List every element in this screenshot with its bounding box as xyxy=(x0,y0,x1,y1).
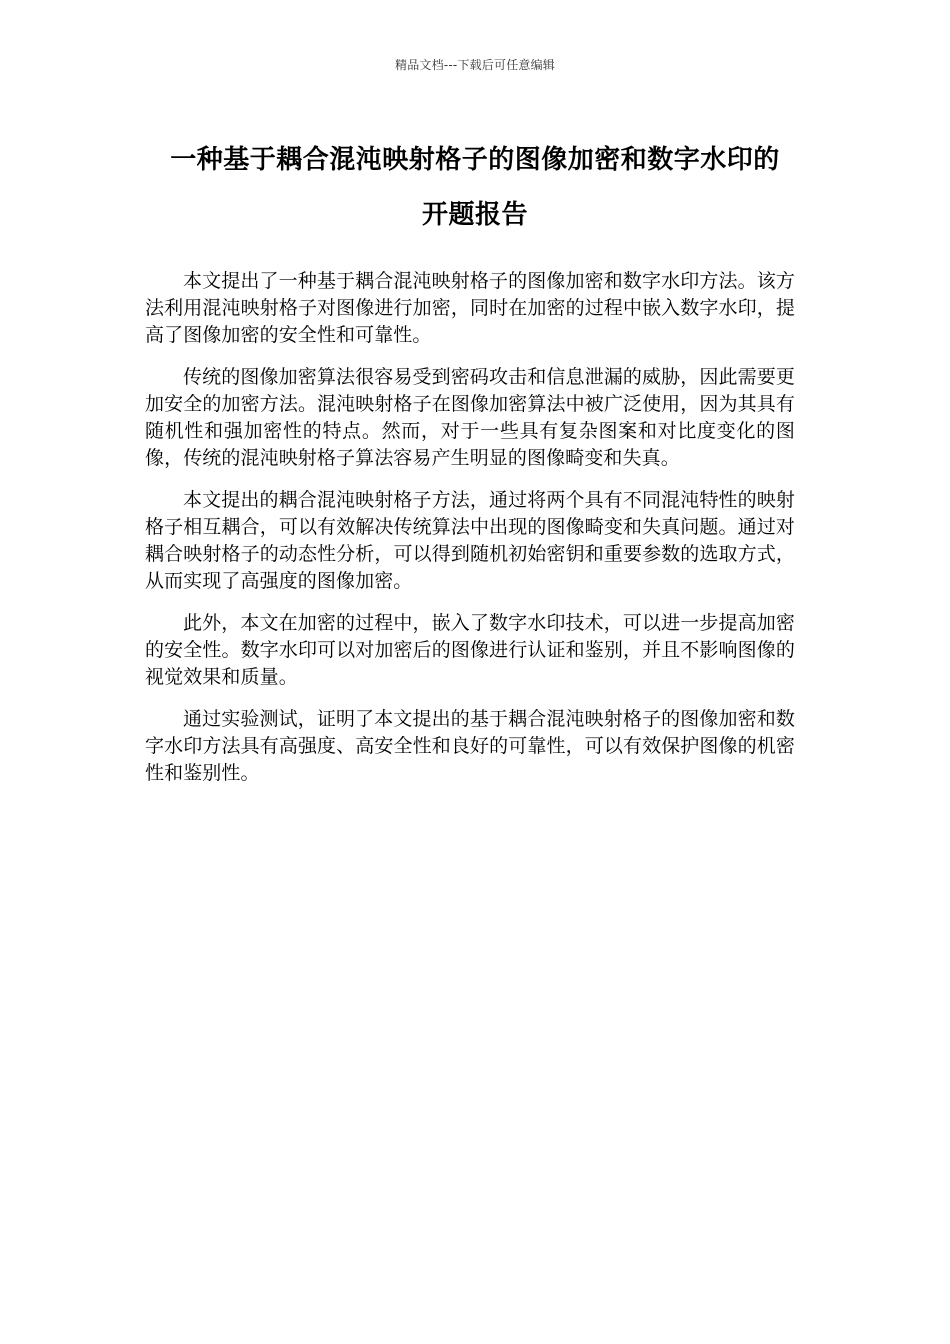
title-line-1: 一种基于耦合混沌映射格子的图像加密和数字水印的 xyxy=(170,145,780,175)
paragraph-intro: 本文提出了一种基于耦合混沌映射格子的图像加密和数字水印方法。该方法利用混沌映射格子对图像进行加密，同时在加密的过程中嵌入数字水印，提高了图像加密的安全性和可靠性。 xyxy=(145,270,795,346)
page-header: 精品文档---下载后可任意编辑 xyxy=(395,58,555,72)
paragraph-watermark: 此外，本文在加密的过程中，嵌入了数字水印技术，可以进一步提高加密的安全性。数字水印可以对加密后的图像进行认证和鉴别，并且不影响图像的视觉效果和质量。 xyxy=(145,612,795,688)
document-title xyxy=(130,133,820,243)
document-body xyxy=(145,268,795,802)
title-line-2: 开题报告 xyxy=(421,200,528,230)
paragraph-background: 传统的图像加密算法很容易受到密码攻击和信息泄漏的威胁，因此需要更加安全的加密方法。混沌映射格子在图像加密算法中被广泛使用，因为其具有随机性和强加密性的特点。然而，对于一些具有复杂图案和对比度变化的图像，传统的混沌映射格子算法容易产生明显的图像畸变和失真。 xyxy=(145,366,795,469)
paragraph-conclusion: 通过实验测试，证明了本文提出的基于耦合混沌映射格子的图像加密和数字水印方法具有高强度、高安全性和良好的可靠性，可以有效保护图像的机密性和鉴别性。 xyxy=(145,708,795,784)
paragraph-method: 本文提出的耦合混沌映射格子方法，通过将两个具有不同混沌特性的映射格子相互耦合，可以有效解决传统算法中出现的图像畸变和失真问题。通过对耦合映射格子的动态性分析，可以得到随机初始密钥和重要参数的选取方式，从而实现了高强度的图像加密。 xyxy=(145,489,795,592)
